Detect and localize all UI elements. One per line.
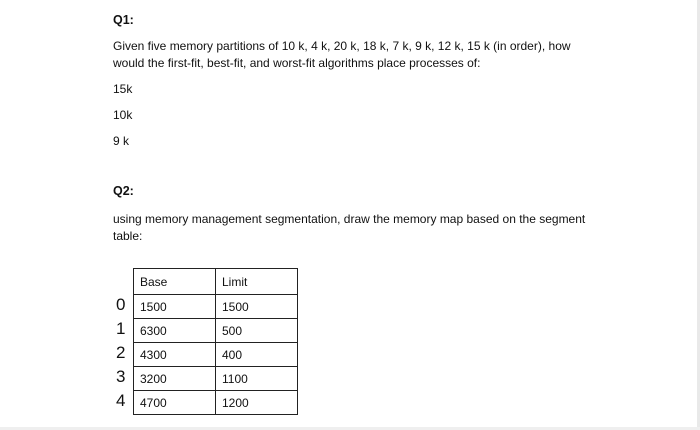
limit-cell: 1200 bbox=[216, 391, 298, 415]
base-cell: 4700 bbox=[134, 391, 216, 415]
table-row bbox=[134, 295, 298, 319]
limit-cell: 400 bbox=[216, 343, 298, 367]
table-row bbox=[134, 367, 298, 391]
segment-index-0: 0 bbox=[116, 295, 126, 314]
segment-table-header-row bbox=[134, 269, 298, 295]
segment-index-2: 2 bbox=[116, 343, 126, 362]
q2-question-line-2: table: bbox=[113, 229, 143, 243]
q1-question-line-2: would the first-fit, best-fit, and worst-fit algorithms place processes of: bbox=[113, 56, 481, 70]
limit-cell: 1100 bbox=[216, 367, 298, 391]
process-size-3: 9 k bbox=[113, 134, 130, 148]
q2-question-line-1: using memory management segmentation, draw the memory map based on the segment bbox=[113, 212, 586, 226]
segment-index-4: 4 bbox=[116, 391, 126, 410]
segment-table bbox=[133, 268, 298, 415]
q1-heading: Q1: bbox=[113, 13, 134, 27]
limit-column-header: Limit bbox=[216, 269, 298, 295]
base-cell: 6300 bbox=[134, 319, 216, 343]
base-cell: 3200 bbox=[134, 367, 216, 391]
base-cell: 4300 bbox=[134, 343, 216, 367]
table-row bbox=[134, 343, 298, 367]
process-size-2: 10k bbox=[113, 108, 133, 122]
table-row bbox=[134, 319, 298, 343]
base-column-header: Base bbox=[134, 269, 216, 295]
q2-heading: Q2: bbox=[113, 184, 134, 198]
segment-index-1: 1 bbox=[116, 319, 126, 338]
table-row bbox=[134, 391, 298, 415]
limit-cell: 1500 bbox=[216, 295, 298, 319]
process-size-1: 15k bbox=[113, 82, 133, 96]
segment-index-3: 3 bbox=[116, 367, 126, 386]
limit-cell: 500 bbox=[216, 319, 298, 343]
q1-question-line-1: Given five memory partitions of 10 k, 4 k, 20 k, 18 k, 7 k, 9 k, 12 k, 15 k (in order), how bbox=[113, 39, 571, 53]
base-cell: 1500 bbox=[134, 295, 216, 319]
